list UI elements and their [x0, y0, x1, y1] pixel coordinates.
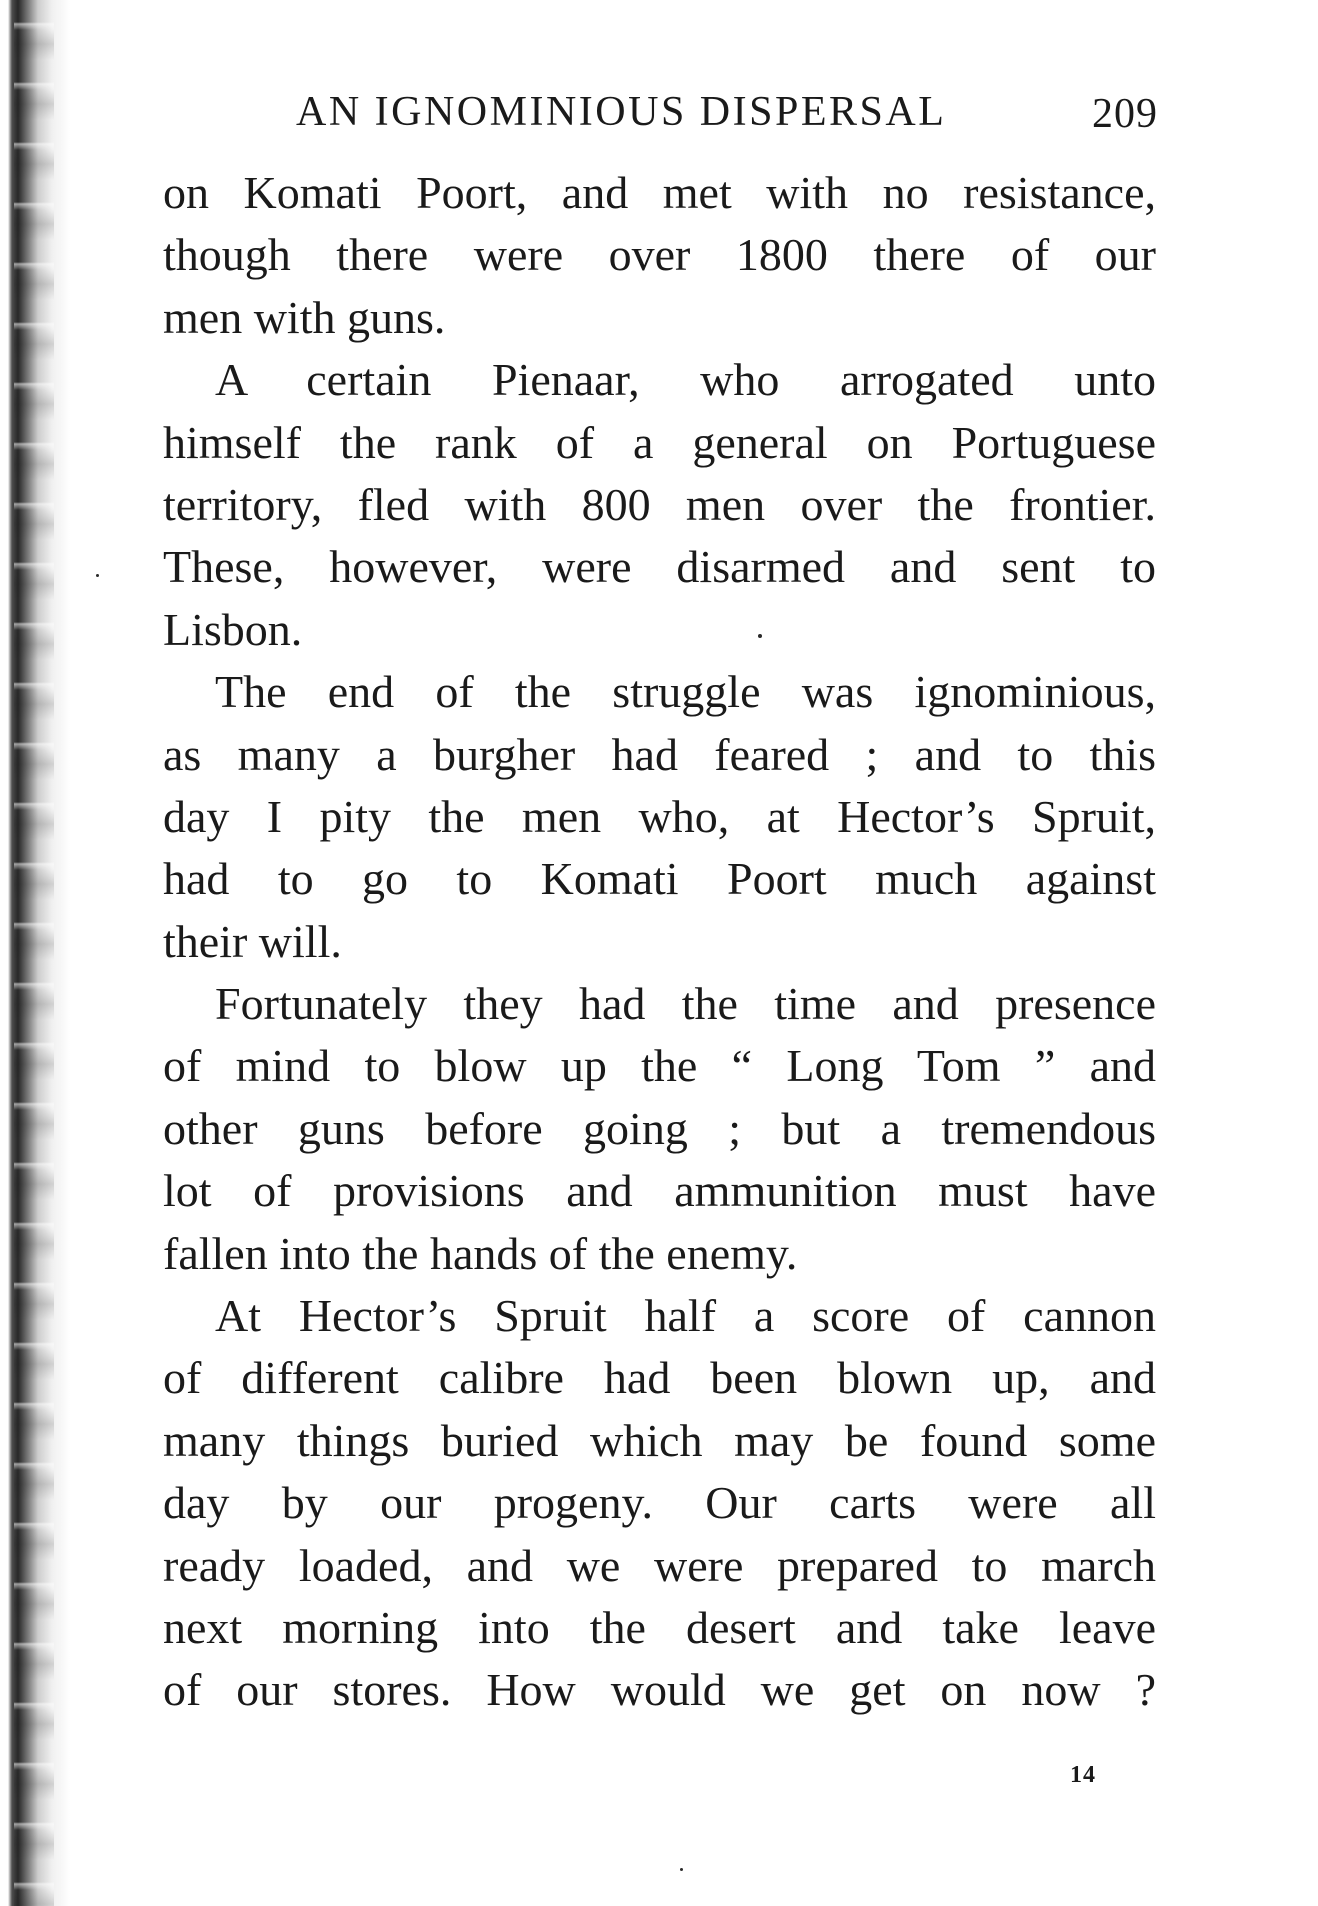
text-line: day by our progeny. Our carts were all — [163, 1477, 1156, 1529]
text-line: territory, fled with 800 men over the frontier. — [163, 478, 1156, 530]
text-line: men with guns. — [163, 291, 446, 343]
text-line: next morning into the desert and take leave — [163, 1601, 1156, 1653]
running-head — [0, 82, 1318, 142]
text-line: At Hector’s Spruit half a score of cannon — [215, 1290, 1156, 1342]
ink-speck — [680, 1868, 683, 1871]
text-line: as many a burgher had feared ; and to this — [163, 728, 1156, 780]
text-line: other guns before going ; but a tremendous — [163, 1102, 1156, 1154]
body-text — [163, 162, 1156, 1722]
text-line: on Komati Poort, and met with no resistance, — [163, 167, 1156, 218]
text-line: had to go to Komati Poort much against — [163, 853, 1156, 905]
text-line: Lisbon. — [163, 603, 303, 655]
text-line: their will. — [163, 915, 342, 967]
text-line: though there were over 1800 there of our — [163, 229, 1156, 281]
text-line: of different calibre had been blown up, and — [163, 1352, 1156, 1404]
signature-mark: 14 — [1070, 1762, 1096, 1788]
text-line: lot of provisions and ammunition must have — [163, 1165, 1156, 1217]
text-line: of mind to blow up the “ Long Tom ” and — [163, 1040, 1156, 1092]
text-line: ready loaded, and we were prepared to march — [163, 1539, 1156, 1591]
binding-edge — [0, 0, 80, 1906]
text-line: Fortunately they had the time and presence — [215, 978, 1156, 1030]
text-line: The end of the struggle was ignominious, — [215, 666, 1156, 718]
text-line: of our stores. How would we get on now ? — [163, 1664, 1156, 1716]
ink-speck — [758, 634, 762, 638]
text-line: These, however, were disarmed and sent to — [163, 541, 1156, 593]
text-line: A certain Pienaar, who arrogated unto — [215, 354, 1156, 406]
text-line: himself the rank of a general on Portuguese — [163, 416, 1156, 468]
text-line: day I pity the men who, at Hector’s Spruit, — [163, 790, 1156, 842]
text-line: many things buried which may be found some — [163, 1414, 1156, 1466]
running-title: AN IGNOMINIOUS DISPERSAL — [296, 89, 947, 135]
page-number: 209 — [1092, 91, 1158, 137]
ink-speck — [96, 574, 99, 577]
text-line: fallen into the hands of the enemy. — [163, 1227, 798, 1279]
